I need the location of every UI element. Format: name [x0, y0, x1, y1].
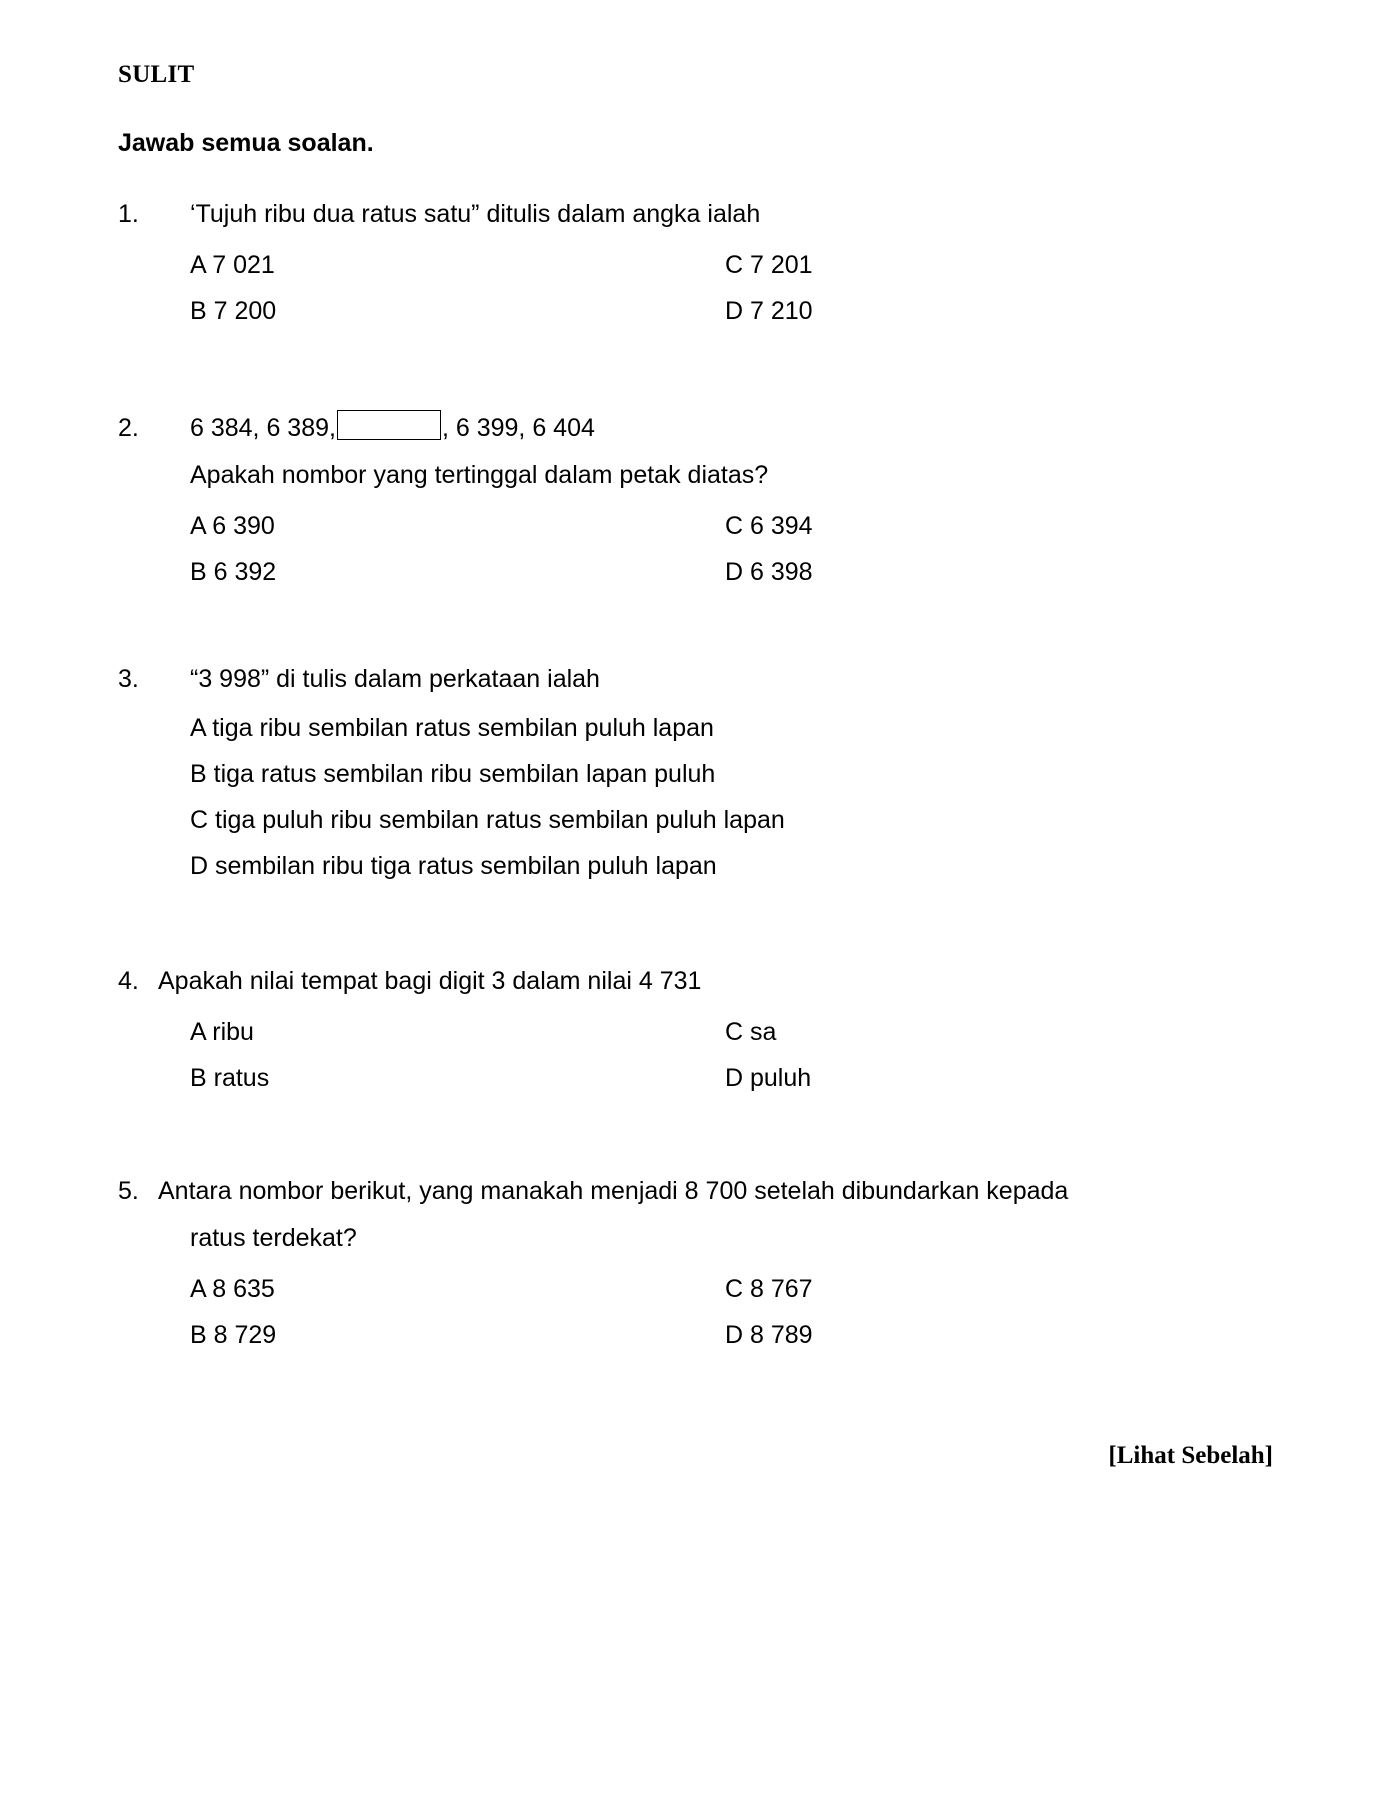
question-4-stem: Apakah nilai tempat bagi digit 3 dalam nilai 4 731 — [158, 967, 702, 995]
spacer — [118, 324, 1273, 410]
question-2-option-a[interactable]: A 6 390 — [190, 512, 275, 540]
question-1-stem-row — [118, 202, 1273, 227]
question-1-option-b[interactable]: B 7 200 — [190, 297, 277, 325]
option-row — [190, 560, 1273, 585]
question-5-stem-row — [118, 1179, 1273, 1204]
question-5-options — [190, 1277, 1273, 1348]
question-5-number: 5. — [118, 1177, 139, 1205]
option-row — [190, 514, 1273, 539]
question-2-options — [190, 514, 1273, 585]
question-2-stem-row — [118, 410, 1273, 441]
question-4-option-b[interactable]: B ratus — [190, 1064, 270, 1092]
question-4 — [118, 969, 1273, 1091]
spacer — [118, 585, 1273, 667]
question-5-stem: Antara nombor berikut, yang manakah menjadi 8 700 setelah dibundarkan kepada — [158, 1177, 1069, 1205]
question-1-number: 1. — [118, 200, 139, 228]
question-3-option-a[interactable]: A tiga ribu sembilan ratus sembilan puluh lapan — [190, 714, 714, 742]
question-4-option-d[interactable]: D puluh — [725, 1064, 812, 1092]
question-5-option-b[interactable]: B 8 729 — [190, 1321, 277, 1349]
question-5-stem-line2: ratus terdekat? — [190, 1224, 357, 1252]
option-row — [190, 1020, 1273, 1045]
option-row — [190, 253, 1273, 278]
question-5-option-d[interactable]: D 8 789 — [725, 1321, 813, 1349]
classification-label: SULIT — [118, 61, 195, 88]
question-2-option-c[interactable]: C 6 394 — [725, 512, 813, 540]
question-4-option-a[interactable]: A ribu — [190, 1018, 254, 1046]
spacer — [118, 1091, 1273, 1179]
question-1 — [118, 202, 1273, 324]
question-3-stem-row — [118, 667, 1273, 692]
question-2-sequence — [190, 410, 595, 441]
question-2-blank-box[interactable] — [337, 410, 441, 440]
question-1-option-c[interactable]: C 7 201 — [725, 251, 813, 279]
question-3-stem: “3 998” di tulis dalam perkataan ialah — [190, 665, 600, 693]
question-2-sequence-before: 6 384, 6 389, — [190, 414, 336, 442]
question-1-options — [190, 253, 1273, 324]
question-4-options — [190, 1020, 1273, 1091]
question-3-option-c[interactable]: C tiga puluh ribu sembilan ratus sembilan puluh lapan — [190, 806, 785, 834]
question-2-subquestion: Apakah nombor yang tertinggal dalam petak diatas? — [190, 461, 769, 489]
question-1-option-a[interactable]: A 7 021 — [190, 251, 275, 279]
footer-note: [Lihat Sebelah] — [1108, 1442, 1273, 1469]
option-row — [190, 1277, 1273, 1302]
question-3-option-b[interactable]: B tiga ratus sembilan ribu sembilan lapan puluh — [190, 760, 716, 788]
question-2-option-b[interactable]: B 6 392 — [190, 558, 277, 586]
question-5-option-c[interactable]: C 8 767 — [725, 1275, 813, 1303]
question-4-option-c[interactable]: C sa — [725, 1018, 777, 1046]
question-3-number: 3. — [118, 665, 139, 693]
question-2-sequence-after: , 6 399, 6 404 — [441, 414, 595, 442]
question-2-number: 2. — [118, 414, 139, 442]
question-1-option-d[interactable]: D 7 210 — [725, 297, 813, 325]
question-4-stem-row — [118, 969, 1273, 994]
question-3 — [118, 667, 1273, 879]
option-row — [190, 1066, 1273, 1091]
question-3-option-d[interactable]: D sembilan ribu tiga ratus sembilan puluh lapan — [190, 852, 717, 880]
option-row — [190, 1323, 1273, 1348]
question-1-stem: ‘Tujuh ribu dua ratus satu” ditulis dalam angka ialah — [190, 200, 761, 228]
instruction-text: Jawab semua soalan. — [118, 129, 374, 157]
question-4-number: 4. — [118, 967, 139, 995]
question-5 — [118, 1179, 1273, 1348]
spacer — [118, 879, 1273, 969]
question-2 — [118, 410, 1273, 585]
question-3-options — [190, 716, 1273, 879]
question-2-option-d[interactable]: D 6 398 — [725, 558, 813, 586]
option-row — [190, 299, 1273, 324]
question-5-option-a[interactable]: A 8 635 — [190, 1275, 275, 1303]
